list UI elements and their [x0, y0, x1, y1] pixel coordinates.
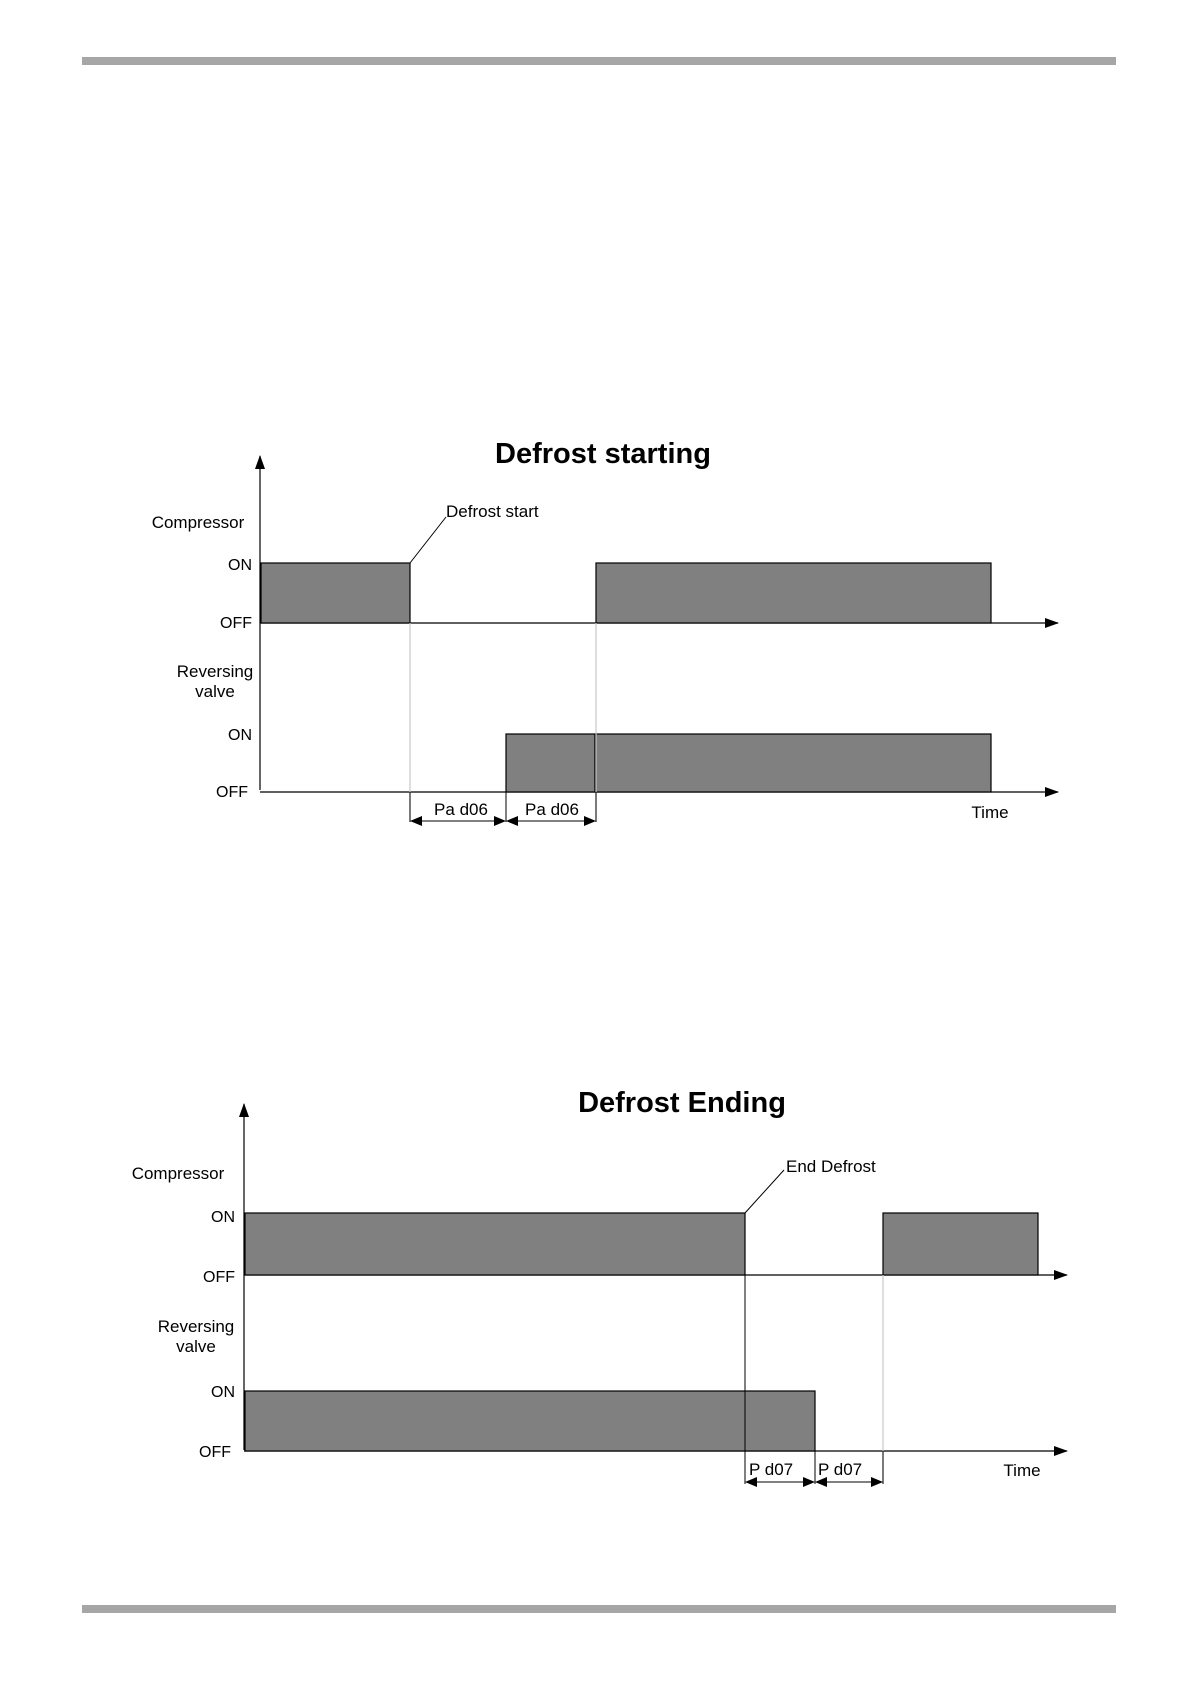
- start-time-label: Time: [971, 803, 1009, 822]
- defrost-ending-diagram: [132, 1087, 1067, 1484]
- start-valve-label-line2: valve: [195, 682, 235, 701]
- end-callout-text: End Defrost: [786, 1157, 876, 1176]
- start-interval-label-2: Pa d06: [525, 800, 579, 819]
- end-compressor-on-label: ON: [211, 1209, 235, 1226]
- end-callout-line: [745, 1170, 784, 1213]
- diagram-end-title: Defrost Ending: [578, 1087, 786, 1119]
- start-valve-on-bar: [595, 734, 991, 792]
- end-interval-label-1: P d07: [749, 1460, 794, 1479]
- start-valve-off-label: OFF: [216, 784, 248, 801]
- defrost-starting-diagram: [152, 438, 1058, 822]
- start-compressor-label: Compressor: [151, 513, 245, 532]
- end-compressor-on-bar-before: [245, 1213, 745, 1275]
- start-valve-on-bar-transition: [506, 734, 595, 792]
- start-interval-label-1: Pa d06: [434, 800, 488, 819]
- end-valve-on-bar: [245, 1391, 815, 1451]
- start-callout-line: [410, 517, 446, 563]
- end-time-label: Time: [1003, 1461, 1041, 1480]
- end-compressor-on-bar-after: [883, 1213, 1038, 1275]
- start-valve-on-label: ON: [228, 727, 252, 744]
- start-compressor-off-label: OFF: [220, 615, 252, 632]
- end-interval-label-2: P d07: [818, 1460, 863, 1479]
- start-compressor-on-bar-before: [261, 563, 410, 623]
- start-callout-text: Defrost start: [446, 502, 539, 521]
- end-compressor-label: Compressor: [131, 1164, 225, 1183]
- diagram-start-title: Defrost starting: [495, 438, 711, 470]
- end-compressor-off-label: OFF: [203, 1269, 235, 1286]
- end-valve-off-label: OFF: [199, 1444, 231, 1461]
- start-compressor-on-label: ON: [228, 557, 252, 574]
- end-valve-on-label: ON: [211, 1384, 235, 1401]
- start-compressor-on-bar-after: [596, 563, 991, 623]
- start-valve-label-line1: Reversing: [176, 662, 254, 681]
- end-valve-label-line1: Reversing: [157, 1317, 235, 1336]
- end-valve-label-line2: valve: [176, 1337, 216, 1356]
